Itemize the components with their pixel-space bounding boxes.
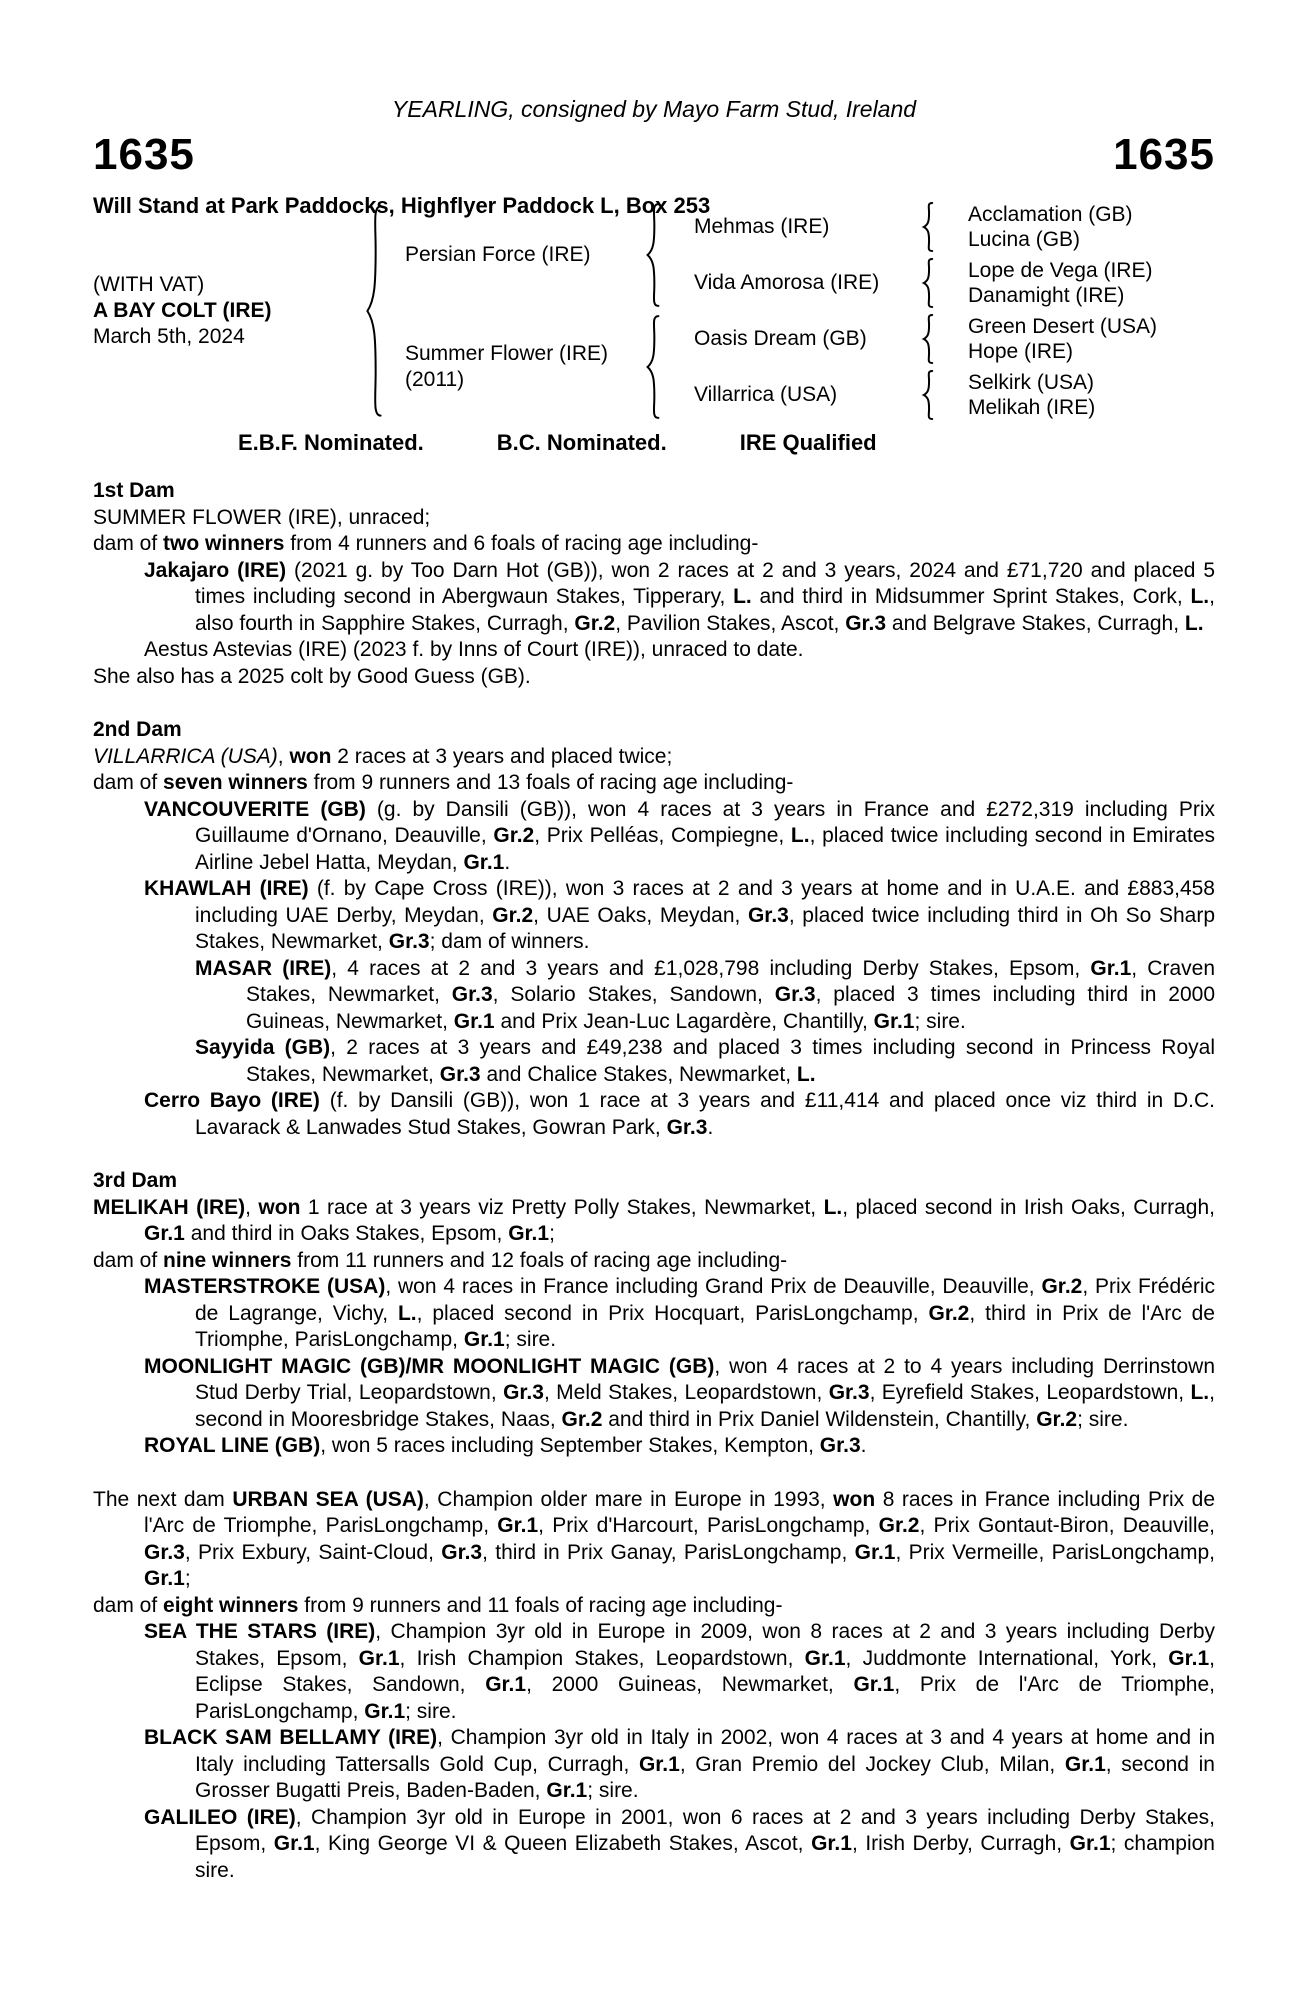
subject-name: A BAY COLT (IRE) [93, 299, 272, 322]
text-segment: VILLARRICA (USA) [93, 744, 278, 768]
text-segment: Cerro Bayo (IRE) [144, 1089, 320, 1112]
catalog-paragraph [93, 744, 1215, 771]
text-segment: , UAE Oaks, Meydan, [533, 903, 748, 927]
text-segment: Gr.2 [1041, 1275, 1083, 1298]
text-segment: SEA THE STARS (IRE) [144, 1620, 376, 1643]
great-grandparent: Lucina (GB) [968, 227, 1081, 251]
text-segment: MASTERSTROKE (USA) [144, 1275, 386, 1298]
text-segment: Gr.2 [561, 1407, 603, 1431]
text-segment: , Pavilion Stakes, Ascot, [615, 611, 846, 635]
text-segment: Gr.1 [453, 1009, 495, 1033]
text-segment: L. [1190, 585, 1210, 608]
text-segment: L. [790, 824, 810, 847]
text-segment: , placed 3 times including third in 2000 Guineas, Newmarket, [246, 983, 1215, 1033]
text-segment: ; [549, 1222, 555, 1245]
text-segment: Gr.3 [666, 1115, 708, 1139]
catalog-paragraph [93, 1487, 1215, 1593]
text-segment: Gr.1 [546, 1779, 588, 1802]
brace-icon [638, 314, 668, 420]
text-segment: , Prix Vermeille, ParisLongchamp, [895, 1540, 1215, 1564]
text-segment: from 9 runners and 13 foals of racing age including- [307, 771, 794, 794]
great-grandparent: Selkirk (USA) [968, 370, 1095, 394]
nominations-row [93, 430, 1215, 456]
text-segment: ; [184, 1567, 191, 1590]
text-segment: , Irish Derby, Curragh, [851, 1832, 1070, 1855]
text-segment: ; sire. [914, 1009, 966, 1033]
text-segment: MELIKAH (IRE) [93, 1195, 246, 1219]
text-segment: ; sire. [587, 1779, 639, 1802]
bc-nominated-label: B.C. Nominated. [496, 430, 667, 455]
text-segment: 8 races in France including Prix de l'Arc de Triomphe, ParisLongchamp, [144, 1487, 1215, 1537]
lot-number-left: 1635 [93, 130, 195, 179]
text-segment: ; sire. [1077, 1407, 1129, 1431]
text-segment: Gr.3 [828, 1381, 870, 1404]
text-segment: Gr.3 [451, 983, 493, 1006]
catalog-paragraph [93, 505, 1215, 532]
catalog-paragraph [93, 558, 1215, 638]
text-segment: Gr.1 [144, 1567, 185, 1590]
text-segment: Gr.2 [1036, 1407, 1078, 1431]
great-grandparent: Danamight (IRE) [968, 283, 1125, 307]
section-heading: 1st Dam [93, 479, 175, 502]
text-segment: KHAWLAH (IRE) [144, 877, 309, 900]
text-segment: and third in Midsummer Sprint Stakes, Cork, [751, 585, 1191, 608]
text-segment: L. [733, 585, 752, 608]
text-segment: dam of [93, 1248, 164, 1272]
text-segment: , Prix de l'Arc de Triomphe, ParisLongchamp, [195, 1673, 1215, 1723]
text-segment: Gr.1 [854, 1540, 896, 1564]
catalog-paragraph [93, 770, 1215, 797]
brace-icon [914, 202, 942, 252]
text-segment: , Prix Frédéric de Lagrange, Vichy, [195, 1275, 1215, 1325]
text-segment: ; sire. [405, 1699, 457, 1723]
catalog-section [93, 1168, 1215, 1460]
page-title: YEARLING, consigned by Mayo Farm Stud, Ireland [391, 96, 917, 122]
text-segment: dam of [93, 532, 164, 555]
text-segment: MOONLIGHT MAGIC (GB)/MR MOONLIGHT MAGIC (GB) [144, 1354, 715, 1378]
catalog-section [93, 1487, 1215, 1885]
text-segment: , 4 races at 2 and 3 years and £1,028,798 including Derby Stakes, Epsom, [331, 956, 1091, 980]
with-vat-label: (WITH VAT) [93, 273, 205, 296]
catalog-paragraph [93, 876, 1215, 956]
text-segment: . [860, 1434, 867, 1457]
catalog-paragraph [93, 637, 1215, 664]
text-segment: Gr.1 [358, 1646, 400, 1670]
text-segment: , 2 races at 3 years and £49,238 and placed 3 times including second in Princess Royal Stakes, Newmarket, [246, 1036, 1215, 1086]
text-segment: Gr.1 [463, 850, 505, 874]
great-grandparent: Green Desert (USA) [968, 314, 1158, 338]
text-segment: dam of [93, 771, 164, 794]
text-segment: Gr.1 [873, 1009, 915, 1033]
text-segment: (g. by Dansili (GB)), won 4 races at 3 years in France and £272,319 including Prix Guillaume d'Ornano, Deauville, [195, 797, 1215, 847]
text-segment: 1 race at 3 years viz Pretty Polly Stakes, Newmarket, [300, 1195, 824, 1219]
text-segment: Gr.2 [928, 1301, 970, 1325]
text-segment: dam of [93, 1593, 164, 1617]
foaling-date: March 5th, 2024 [93, 325, 245, 348]
ire-qualified-label: IRE Qualified [739, 430, 877, 455]
brace-icon [360, 202, 388, 420]
pedigree-chart [93, 202, 1215, 420]
catalog-paragraph [93, 1619, 1215, 1725]
catalog-paragraph [93, 797, 1215, 877]
catalog-paragraph [93, 1035, 1215, 1088]
text-segment: Gr.3 [774, 983, 816, 1006]
great-grandparent: Melikah (IRE) [968, 395, 1096, 419]
text-segment: Gr.1 [485, 1673, 527, 1696]
text-segment: L. [1190, 1381, 1210, 1404]
great-grandparent: Hope (IRE) [968, 339, 1074, 363]
text-segment: and Chalice Stakes, Newmarket, [480, 1062, 797, 1086]
ebf-nominated-label: E.B.F. Nominated. [238, 430, 424, 455]
text-segment: and third in Prix Daniel Wildenstein, Chantilly, [602, 1407, 1037, 1431]
text-segment: ; champion sire. [195, 1832, 1215, 1882]
text-segment: . [504, 850, 511, 874]
paternal-grandsire: Mehmas (IRE) [694, 215, 830, 238]
text-segment: , Prix Gontaut-Biron, Deauville, [919, 1514, 1215, 1537]
text-segment: . [707, 1115, 714, 1139]
pedigree-text [93, 478, 1215, 1884]
text-segment: , Eyrefield Stakes, Leopardstown, [869, 1381, 1191, 1404]
text-segment: , second in Mooresbridge Stakes, Naas, [195, 1381, 1215, 1431]
text-segment: , Gran Premio del Jockey Club, Milan, [679, 1752, 1065, 1776]
stand-location-line: Will Stand at Park Paddocks, Highflyer Paddock L, Box 253 [93, 193, 711, 218]
maternal-granddam: Villarrica (USA) [694, 383, 838, 406]
text-segment: Gr.2 [492, 903, 534, 927]
catalog-paragraph [93, 956, 1215, 1036]
text-segment: Jakajaro (IRE) [144, 558, 287, 582]
text-segment: Gr.1 [1064, 1752, 1106, 1776]
text-segment: Gr.1 [144, 1222, 185, 1245]
text-segment: Gr.1 [364, 1699, 406, 1723]
text-segment: Gr.3 [503, 1381, 544, 1404]
text-segment: SUMMER FLOWER (IRE), unraced; [93, 505, 431, 529]
text-segment: Gr.2 [574, 611, 616, 635]
text-segment: Gr.1 [273, 1832, 315, 1855]
great-grandparent: Lope de Vega (IRE) [968, 258, 1153, 282]
catalog-paragraph [93, 1195, 1215, 1248]
dam-name: Summer Flower (IRE) [405, 342, 609, 365]
text-segment: Aestus Astevias (IRE) (2023 f. by Inns of Court (IRE)), unraced to date. [144, 638, 804, 661]
text-segment: , placed second in Prix Hocquart, ParisLongchamp, [416, 1301, 929, 1325]
brace-icon [914, 314, 942, 364]
text-segment: two winners [163, 532, 285, 555]
text-segment: (2021 g. by Too Darn Hot (GB)), won 2 races at 2 and 3 years, 2024 and £71,720 and placed 5 times including second in Abergwaun Stakes, Tipperary, [195, 558, 1216, 608]
text-segment: , Meld Stakes, Leopardstown, [543, 1381, 829, 1404]
text-segment: won [289, 744, 332, 768]
text-segment: , Champion 3yr old in Europe in 2001, won 6 races at 2 and 3 years including Derby Stakes, Epsom, [195, 1805, 1215, 1855]
text-segment: Gr.1 [804, 1646, 846, 1670]
text-segment: 2 races at 3 years and placed twice; [331, 744, 673, 768]
section-heading: 3rd Dam [93, 1169, 178, 1192]
lot-number-right: 1635 [1113, 130, 1215, 179]
text-segment: , Craven Stakes, Newmarket, [246, 956, 1215, 1006]
text-segment: Gr.1 [1069, 1832, 1111, 1855]
great-grandparent: Acclamation (GB) [968, 202, 1133, 226]
brace-icon [914, 370, 942, 420]
catalog-paragraph [93, 1248, 1215, 1275]
text-segment: , 2000 Guineas, Newmarket, [526, 1673, 854, 1696]
section-heading: 2nd Dam [93, 718, 182, 741]
sire-name: Persian Force (IRE) [405, 243, 591, 266]
text-segment: and Belgrave Stakes, Curragh, [886, 611, 1185, 635]
text-segment: seven winners [163, 771, 308, 794]
brace-icon [638, 202, 668, 308]
subject-block [93, 202, 360, 420]
maternal-grandsire: Oasis Dream (GB) [694, 327, 867, 350]
text-segment: , won 4 races in France including Grand Prix de Deauville, Deauville, [385, 1275, 1042, 1298]
text-segment: , third in Prix de l'Arc de Triomphe, ParisLongchamp, [195, 1301, 1215, 1351]
text-segment: Gr.1 [638, 1752, 680, 1776]
text-segment: , Prix Exbury, Saint-Cloud, [184, 1540, 442, 1564]
text-segment: , Prix d'Harcourt, ParisLongchamp, [538, 1514, 879, 1537]
catalog-paragraph [93, 1088, 1215, 1141]
text-segment: She also has a 2025 colt by Good Guess (GB). [93, 664, 531, 688]
text-segment: Gr.2 [878, 1514, 920, 1537]
catalog-paragraph [93, 1805, 1215, 1885]
text-segment: nine winners [163, 1248, 292, 1272]
text-segment: ; dam of winners. [429, 930, 590, 953]
text-segment: Gr.3 [439, 1062, 481, 1086]
text-segment: , placed twice including second in Emirates Airline Jebel Hatta, Meydan, [195, 824, 1215, 874]
text-segment: Gr.3 [819, 1434, 861, 1457]
text-segment: Gr.1 [497, 1514, 539, 1537]
text-segment: from 4 runners and 6 foals of racing age including- [284, 532, 759, 555]
text-segment: Gr.3 [144, 1540, 185, 1564]
text-segment: won [258, 1195, 301, 1219]
text-segment: VANCOUVERITE (GB) [144, 797, 366, 821]
text-segment: , [277, 744, 290, 768]
text-segment: Gr.1 [811, 1832, 852, 1855]
text-segment: Sayyida (GB) [195, 1036, 331, 1059]
text-segment: Gr.1 [1168, 1646, 1210, 1670]
text-segment: , placed twice including third in Oh So Sharp Stakes, Newmarket, [195, 903, 1215, 953]
text-segment: Gr.1 [1090, 956, 1132, 980]
text-segment: Gr.1 [463, 1328, 505, 1351]
catalog-section [93, 478, 1215, 690]
text-segment: Gr.3 [388, 930, 430, 953]
text-segment: L. [796, 1062, 816, 1086]
text-segment: URBAN SEA (USA) [232, 1487, 424, 1511]
text-segment: and Prix Jean-Luc Lagardère, Chantilly, [494, 1009, 874, 1033]
text-segment: , Champion 3yr old in Europe in 2009, won 8 races at 2 and 3 years including Derby Stakes, Epsom, [195, 1620, 1215, 1670]
text-segment: won [833, 1487, 876, 1511]
text-segment: , Prix Pelléas, Compiegne, [534, 824, 791, 847]
text-segment: Gr.1 [853, 1673, 895, 1696]
text-segment: from 9 runners and 11 foals of racing age including- [298, 1593, 783, 1617]
paternal-granddam: Vida Amorosa (IRE) [694, 271, 880, 294]
catalog-section [93, 717, 1215, 1141]
lot-number-row [93, 130, 1215, 179]
text-segment: (f. by Cape Cross (IRE)), won 3 races at 2 and 3 years at home and in U.A.E. and £883,458 including UAE Derby, Meydan, [195, 877, 1215, 927]
text-segment: , won 5 races including September Stakes, Kempton, [320, 1434, 820, 1457]
text-segment: ; sire. [504, 1328, 557, 1351]
dam-block [388, 314, 638, 420]
catalog-paragraph [93, 531, 1215, 558]
text-segment: , Champion 3yr old in Italy in 2002, won 4 races at 3 and 4 years at home and in Italy including Tattersalls Gold Cup, Curragh, [195, 1726, 1215, 1776]
text-segment: Gr.3 [747, 903, 789, 927]
catalog-paragraph [93, 1354, 1215, 1434]
text-segment: , second in Grosser Bugatti Preis, Baden-Baden, [195, 1752, 1215, 1802]
text-segment: The next dam [93, 1487, 233, 1511]
text-segment: Gr.3 [441, 1540, 483, 1564]
text-segment: L. [1184, 611, 1204, 635]
text-segment: Gr.1 [508, 1222, 550, 1245]
text-segment: , [245, 1195, 259, 1219]
text-segment: GALILEO (IRE) [144, 1805, 296, 1829]
text-segment: , Juddmonte International, York, [845, 1646, 1169, 1670]
catalog-paragraph [93, 1274, 1215, 1354]
text-segment: L. [397, 1301, 417, 1325]
text-segment: , also fourth in Sapphire Stakes, Curragh, [195, 585, 1215, 635]
text-segment: and third in Oaks Stakes, Epsom, [184, 1222, 509, 1245]
catalog-paragraph [93, 1593, 1215, 1620]
text-segment: , Irish Champion Stakes, Leopardstown, [399, 1646, 805, 1670]
text-segment: BLACK SAM BELLAMY (IRE) [144, 1726, 438, 1749]
brace-icon [914, 258, 942, 308]
text-segment: eight winners [163, 1593, 299, 1617]
text-segment: MASAR (IRE) [195, 956, 332, 980]
text-segment: , Eclipse Stakes, Sandown, [195, 1646, 1215, 1696]
text-segment: , third in Prix Ganay, ParisLongchamp, [482, 1540, 855, 1564]
dam-year: (2011) [405, 368, 465, 391]
text-segment: from 11 runners and 12 foals of racing age including- [291, 1248, 788, 1272]
catalog-paragraph [93, 1725, 1215, 1805]
text-segment: , Solario Stakes, Sandown, [492, 983, 775, 1006]
text-segment: , won 4 races at 2 to 4 years including Derrinstown Stud Derby Trial, Leopardstown, [195, 1354, 1215, 1404]
text-segment: , placed second in Irish Oaks, Curragh, [842, 1195, 1215, 1219]
text-segment: Gr.2 [493, 824, 535, 847]
catalog-paragraph [93, 1433, 1215, 1460]
text-segment: , King George VI & Queen Elizabeth Stakes, Ascot, [314, 1832, 812, 1855]
catalog-paragraph [93, 664, 1215, 691]
text-segment: L. [823, 1195, 843, 1219]
text-segment: (f. by Dansili (GB)), won 1 race at 3 years and £11,414 and placed once viz third in D.C. Lavarack & Lanwades Stud Stakes, Gowran Park, [195, 1089, 1215, 1139]
text-segment: , Champion older mare in Europe in 1993, [423, 1487, 834, 1511]
text-segment: Gr.3 [845, 611, 887, 635]
text-segment: ROYAL LINE (GB) [144, 1434, 321, 1457]
